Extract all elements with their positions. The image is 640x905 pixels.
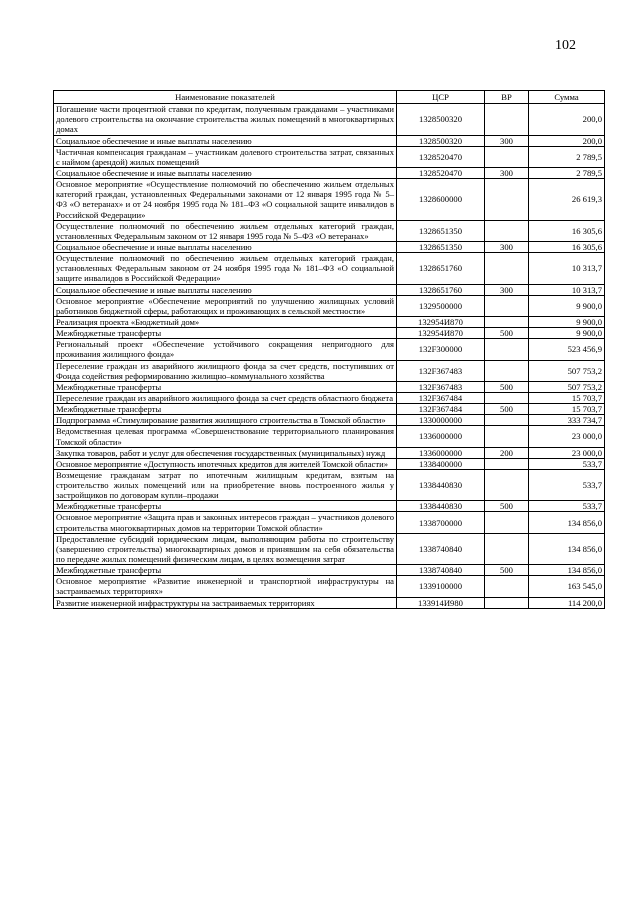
row-csr: 1328651350 [397, 241, 485, 252]
row-csr: 132F367483 [397, 360, 485, 381]
row-vr [485, 512, 529, 533]
row-csr: 1330000000 [397, 415, 485, 426]
row-csr: 1328500320 [397, 104, 485, 135]
row-name: Основное мероприятие «Защита прав и законных интересов граждан – участников долевого строительства многоквартирных домов на территории Томской области» [54, 512, 397, 533]
row-name: Переселение граждан из аварийного жилищного фонда за счет средств областного бюджета [54, 392, 397, 403]
row-name: Межбюджетные трансферты [54, 328, 397, 339]
row-name: Основное мероприятие «Обеспечение мероприятий по улучшению жилищных условий работников бюджетной сферы, работающих и проживающих в сельской местности» [54, 295, 397, 316]
row-sum: 2 789,5 [529, 167, 605, 178]
row-sum: 15 703,7 [529, 404, 605, 415]
row-sum: 533,7 [529, 501, 605, 512]
row-name: Социальное обеспечение и иные выплаты населению [54, 135, 397, 146]
budget-table [53, 90, 605, 609]
table-row [54, 565, 605, 576]
table-row [54, 316, 605, 327]
page-number: 102 [555, 38, 576, 53]
table-row [54, 469, 605, 500]
row-name: Региональный проект «Обеспечение устойчивого сокращения непригодного для проживания жилищного фонда» [54, 339, 397, 360]
row-sum: 23 000,0 [529, 447, 605, 458]
row-vr [485, 576, 529, 597]
row-name: Межбюджетные трансферты [54, 381, 397, 392]
row-name: Осуществление полномочий по обеспечению жильем отдельных категорий граждан, установленных Федеральным законом от 12 января 1995 года № 5–ФЗ «О ветеранах» [54, 220, 397, 241]
row-vr [485, 360, 529, 381]
table-row [54, 501, 605, 512]
row-sum: 10 313,7 [529, 253, 605, 284]
table-row [54, 104, 605, 135]
row-csr: 1338440830 [397, 501, 485, 512]
row-csr: 133914И980 [397, 597, 485, 608]
row-csr: 1338740840 [397, 533, 485, 564]
row-sum: 15 703,7 [529, 392, 605, 403]
table-row [54, 392, 605, 403]
table-row [54, 381, 605, 392]
row-csr: 132F367484 [397, 392, 485, 403]
row-sum: 533,7 [529, 469, 605, 500]
row-name: Социальное обеспечение и иные выплаты населению [54, 241, 397, 252]
table-row [54, 533, 605, 564]
row-sum: 9 900,0 [529, 316, 605, 327]
row-csr: 132954И870 [397, 316, 485, 327]
row-name: Основное мероприятие «Доступность ипотечных кредитов для жителей Томской области» [54, 458, 397, 469]
row-vr: 300 [485, 135, 529, 146]
row-vr [485, 253, 529, 284]
row-name: Переселение граждан из аварийного жилищного фонда за счет средств, поступивших от Фонда содействия реформированию жилищно–коммунального хозяйства [54, 360, 397, 381]
row-name: Социальное обеспечение и иные выплаты населению [54, 284, 397, 295]
row-name: Реализация проекта «Бюджетный дом» [54, 316, 397, 327]
row-sum: 507 753,2 [529, 360, 605, 381]
row-vr [485, 104, 529, 135]
table-row [54, 146, 605, 167]
row-sum: 16 305,6 [529, 220, 605, 241]
row-vr [485, 426, 529, 447]
row-sum: 507 753,2 [529, 381, 605, 392]
table-row [54, 576, 605, 597]
row-name: Развитие инженерной инфраструктуры на застраиваемых территориях [54, 597, 397, 608]
row-vr [485, 295, 529, 316]
row-name: Социальное обеспечение и иные выплаты населению [54, 167, 397, 178]
row-csr: 1328651760 [397, 284, 485, 295]
table-row [54, 179, 605, 221]
table-row [54, 447, 605, 458]
table-row [54, 328, 605, 339]
row-csr: 1338740840 [397, 565, 485, 576]
row-sum: 134 856,0 [529, 512, 605, 533]
table-row [54, 295, 605, 316]
row-vr [485, 458, 529, 469]
row-sum: 2 789,5 [529, 146, 605, 167]
row-csr: 1338700000 [397, 512, 485, 533]
row-sum: 10 313,7 [529, 284, 605, 295]
row-name: Межбюджетные трансферты [54, 501, 397, 512]
row-vr: 300 [485, 284, 529, 295]
row-name: Погашение части процентной ставки по кредитам, полученным гражданами – участниками долевого строительства на окончание строительства жилых помещений в многоквартирных домах [54, 104, 397, 135]
row-name: Осуществление полномочий по обеспечению жильем отдельных категорий граждан, установленных Федеральным законом от 24 ноября 1995 года № 181–ФЗ «О социальной защите инвалидов в Российской Федерации» [54, 253, 397, 284]
row-csr: 1328651350 [397, 220, 485, 241]
row-vr: 500 [485, 565, 529, 576]
table-row [54, 426, 605, 447]
row-vr [485, 220, 529, 241]
table-row [54, 597, 605, 608]
row-vr [485, 415, 529, 426]
row-csr: 1328651760 [397, 253, 485, 284]
column-header-name: Наименование показателей [54, 91, 397, 104]
row-name: Межбюджетные трансферты [54, 404, 397, 415]
row-name: Возмещение гражданам затрат по ипотечным жилищным кредитам, взятым на строительство жилых помещений или на приобретение вновь построенного жилья у застройщиков по договорам купли–продажи [54, 469, 397, 500]
row-csr: 132954И870 [397, 328, 485, 339]
row-vr: 500 [485, 381, 529, 392]
row-vr: 500 [485, 404, 529, 415]
column-header-vr: ВР [485, 91, 529, 104]
row-csr: 1339100000 [397, 576, 485, 597]
table-row [54, 415, 605, 426]
row-sum: 16 305,6 [529, 241, 605, 252]
column-header-csr: ЦСР [397, 91, 485, 104]
row-sum: 523 456,9 [529, 339, 605, 360]
row-sum: 9 900,0 [529, 295, 605, 316]
row-csr: 1328600000 [397, 179, 485, 221]
row-csr: 1336000000 [397, 447, 485, 458]
row-name: Частичная компенсация гражданам – участникам долевого строительства затрат, связанных с наймом (арендой) жилых помещений [54, 146, 397, 167]
row-vr: 200 [485, 447, 529, 458]
row-sum: 200,0 [529, 135, 605, 146]
table-row [54, 220, 605, 241]
row-vr: 500 [485, 328, 529, 339]
column-header-sum: Сумма [529, 91, 605, 104]
row-vr [485, 597, 529, 608]
row-sum: 26 619,3 [529, 179, 605, 221]
row-csr: 1328520470 [397, 146, 485, 167]
row-csr: 1328500320 [397, 135, 485, 146]
row-name: Ведомственная целевая программа «Совершенствование территориального планирования Томской области» [54, 426, 397, 447]
row-name: Предоставление субсидий юридическим лицам, выполняющим работы по строительству (завершению строительства) многоквартирных домов и принявшим на себя обязательства по передаче жилых помещений физическим лицам, в целях возмещения затрат [54, 533, 397, 564]
row-vr [485, 316, 529, 327]
row-sum: 114 200,0 [529, 597, 605, 608]
table-row [54, 458, 605, 469]
row-name: Основное мероприятие «Развитие инженерной и транспортной инфраструктуры на застраиваемых территориях» [54, 576, 397, 597]
row-vr [485, 339, 529, 360]
row-vr: 300 [485, 241, 529, 252]
row-name: Подпрограмма «Стимулирование развития жилищного строительства в Томской области» [54, 415, 397, 426]
table-row [54, 167, 605, 178]
row-sum: 533,7 [529, 458, 605, 469]
row-csr: 132F367484 [397, 404, 485, 415]
row-vr [485, 533, 529, 564]
row-vr [485, 392, 529, 403]
row-sum: 163 545,0 [529, 576, 605, 597]
row-sum: 9 900,0 [529, 328, 605, 339]
row-csr: 1338400000 [397, 458, 485, 469]
row-name: Закупка товаров, работ и услуг для обеспечения государственных (муниципальных) нужд [54, 447, 397, 458]
row-vr [485, 469, 529, 500]
row-csr: 1338440830 [397, 469, 485, 500]
row-vr [485, 146, 529, 167]
table-row [54, 135, 605, 146]
row-sum: 23 000,0 [529, 426, 605, 447]
row-sum: 134 856,0 [529, 533, 605, 564]
row-csr: 1329500000 [397, 295, 485, 316]
row-csr: 1328520470 [397, 167, 485, 178]
table-row [54, 339, 605, 360]
row-name: Основное мероприятие «Осуществление полномочий по обеспечению жильем отдельных категорий граждан, установленных Федеральными законами от 12 января 1995 года № 5–ФЗ «О ветеранах» и от 24 ноября 1995 года № 181–ФЗ «О социальной защите инвалидов в Российской Федерации» [54, 179, 397, 221]
row-sum: 200,0 [529, 104, 605, 135]
row-csr: 132F300000 [397, 339, 485, 360]
table-row [54, 253, 605, 284]
table-row [54, 360, 605, 381]
row-vr: 500 [485, 501, 529, 512]
row-csr: 1336000000 [397, 426, 485, 447]
row-sum: 333 734,7 [529, 415, 605, 426]
row-name: Межбюджетные трансферты [54, 565, 397, 576]
table-row [54, 404, 605, 415]
table-row [54, 512, 605, 533]
table-row [54, 241, 605, 252]
row-csr: 132F367483 [397, 381, 485, 392]
table-row [54, 284, 605, 295]
row-sum: 134 856,0 [529, 565, 605, 576]
row-vr [485, 179, 529, 221]
table-header-row [54, 91, 605, 104]
row-vr: 300 [485, 167, 529, 178]
